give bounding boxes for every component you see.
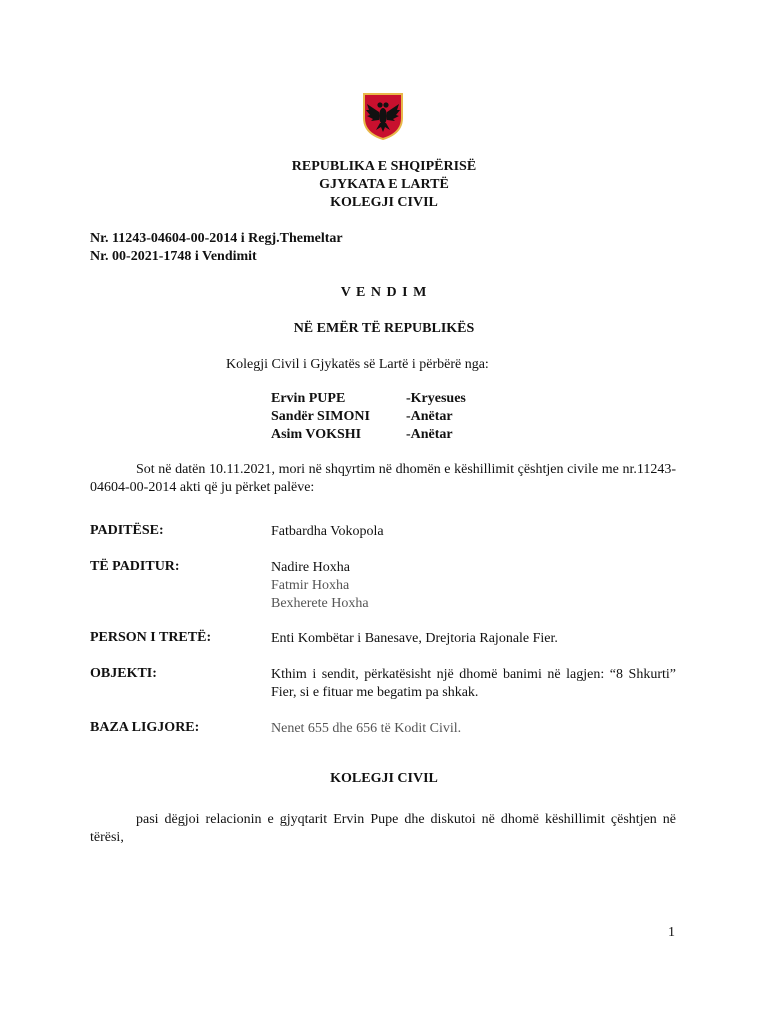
- object-label: OBJEKTI:: [90, 666, 157, 681]
- legal-basis-label: BAZA LIGJORE:: [90, 720, 200, 735]
- decision-number: Nr. 00-2021-1748 i Vendimit: [90, 249, 257, 264]
- section-heading: KOLEGJI CIVIL: [330, 771, 438, 786]
- document-subtitle: NË EMËR TË REPUBLIKËS: [293, 321, 475, 336]
- panel-member-role: -Anëtar: [406, 427, 453, 442]
- panel-member-name: Asim VOKSHI: [271, 427, 362, 442]
- third-person-value: Enti Kombëtar i Banesave, Drejtoria Rajonale Fier.: [271, 631, 558, 646]
- object-value: Kthim i sendit, përkatësisht një dhomë banimi në lagjen: “8 Shkurti” Fier, si e fituar me begatim pa shkak.: [271, 667, 676, 700]
- panel-member-role: -Kryesues: [406, 391, 466, 406]
- defendants-label: TË PADITUR:: [90, 559, 180, 574]
- header-college: KOLEGJI CIVIL: [330, 195, 438, 210]
- registry-number: Nr. 11243-04604-00-2014 i Regj.Themeltar: [90, 231, 343, 246]
- legal-basis-value: Nenet 655 dhe 656 të Kodit Civil.: [271, 721, 462, 736]
- header-country: REPUBLIKA E SHQIPËRISË: [291, 159, 477, 174]
- intro-paragraph: Sot në datën 10.11.2021, mori në shqyrtim në dhomën e këshillimit çështjen civile me nr.11243-04604-00-2014 akti që ju përket palëve:: [90, 462, 676, 495]
- third-person-label: PERSON I TRETË:: [90, 630, 212, 645]
- document-title: V E N D I M: [340, 285, 428, 300]
- panel-member-name: Sandër SIMONI: [271, 409, 370, 424]
- defendant-name: Nadire Hoxha: [271, 560, 350, 575]
- panel-member-role: -Anëtar: [406, 409, 453, 424]
- intro-text: Kolegji Civil i Gjykatës së Lartë i përbërë nga:: [226, 357, 489, 372]
- page-number: 1: [668, 925, 675, 940]
- panel-member-name: Ervin PUPE: [271, 391, 346, 406]
- header-court: GJYKATA E LARTË: [319, 177, 449, 192]
- deliberation-paragraph: pasi dëgjoi relacionin e gjyqtarit Ervin Pupe dhe diskutoi në dhomë këshillimit çështjen në tërësi,: [90, 812, 676, 845]
- plaintiff-label: PADITËSE:: [90, 523, 164, 538]
- plaintiff-value: Fatbardha Vokopola: [271, 524, 384, 539]
- albania-coat-of-arms-icon: [361, 92, 405, 140]
- defendant-name: Fatmir Hoxha: [271, 578, 350, 593]
- defendant-name: Bexherete Hoxha: [271, 596, 369, 611]
